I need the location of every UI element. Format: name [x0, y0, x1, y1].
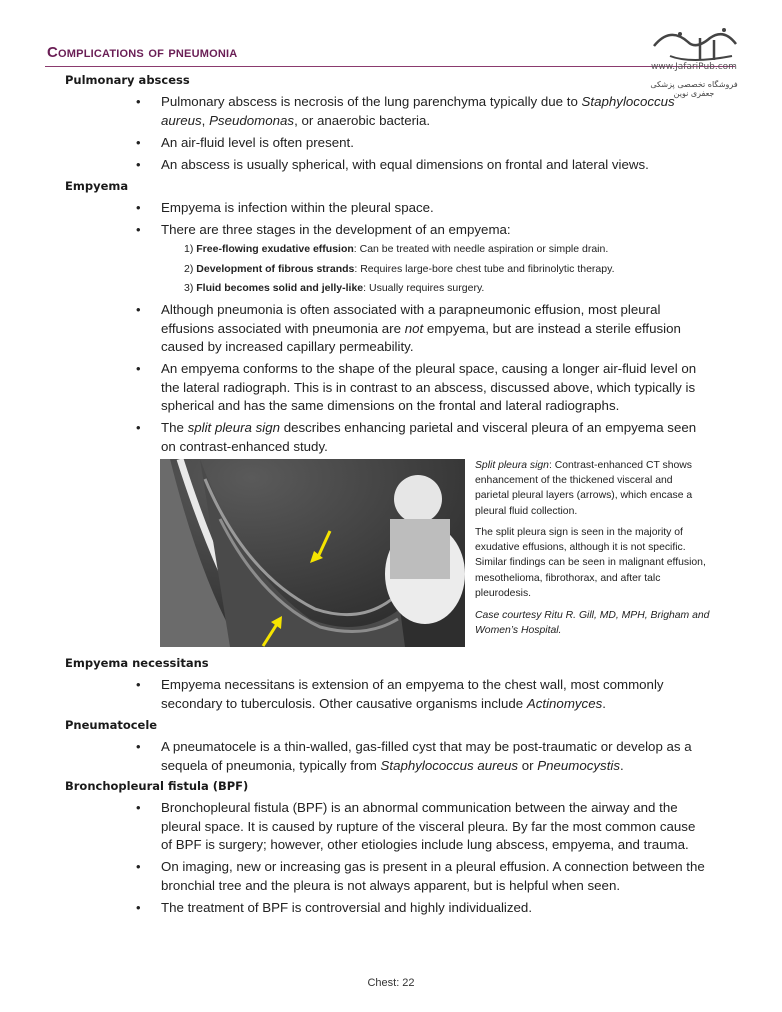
title-divider [45, 66, 735, 67]
bullet-text: There are three stages in the development of an empyema: [161, 222, 511, 237]
numbered-item: 3) Fluid becomes solid and jelly-like: Usually requires surgery. [184, 282, 485, 294]
bullet-text: The treatment of BPF is controversial and highly individualized. [161, 900, 533, 915]
bullet-text: The split pleura sign describes enhancing parietal and visceral pleura of an empyema seen on contrast-enhanced study. [161, 420, 697, 454]
numbered-item: 1) Free-flowing exudative effusion: Can be treated with needle aspiration or simple drain. [184, 243, 609, 255]
bullet-icon: • [136, 420, 141, 435]
ct-scan-drawing [160, 459, 465, 647]
bullet-text: Bronchopleural fistula (BPF) is an abnormal communication between the airway and the pleural space. It is caused by rupture of the visceral pleura. By far the most common cause of BPF is surgery; however, other etiologies include lung abscess, empyema, and trauma. [161, 800, 696, 852]
heading-bronchopleural-fistula: Bronchopleural fistula (BPF) [65, 779, 249, 793]
figure-caption: Split pleura sign: Contrast-enhanced CT shows enhancement of the thickened visceral and parietal pleural layers (arrows), which encase a pleural fluid collection. [475, 460, 693, 517]
bullet-icon: • [136, 200, 141, 215]
bullet-icon: • [136, 302, 141, 317]
bullet-icon: • [136, 222, 141, 237]
ct-scan-image [160, 459, 465, 647]
bullet-text: Empyema is infection within the pleural space. [161, 200, 434, 215]
bullet-icon: • [136, 859, 141, 874]
logo-url: www.JafariPub.com [651, 62, 737, 72]
bullet-text: Pulmonary abscess is necrosis of the lung parenchyma typically due to Staphylococcus aureus, Pseudomonas, or anaerobic bacteria. [161, 94, 675, 128]
bullet-icon: • [136, 900, 141, 915]
bullet-text: An empyema conforms to the shape of the pleural space, causing a longer air-fluid level on the lateral radiograph. This is in contrast to an abscess, discussed above, which typically is spherical and has the same dimensions on the frontal and lateral radiographs. [161, 361, 697, 413]
logo-subtitle: فروشگاه تخصصی پزشکی جعفری نوین [650, 80, 738, 98]
bullet-icon: • [136, 157, 141, 172]
bullet-icon: • [136, 677, 141, 692]
section-title: Complications of pneumonia [47, 44, 238, 61]
bullet-icon: • [136, 94, 141, 109]
heading-empyema: Empyema [65, 179, 129, 193]
bullet-text: Empyema necessitans is extension of an empyema to the chest wall, most commonly secondary to tuberculosis. Other causative organisms include Actinomyces. [161, 677, 664, 711]
figure-credit: Case courtesy Ritu R. Gill, MD, MPH, Brigham and Women’s Hospital. [475, 610, 710, 637]
bullet-text: An abscess is usually spherical, with equal dimensions on frontal and lateral views. [161, 157, 649, 172]
heading-pulmonary-abscess: Pulmonary abscess [65, 73, 190, 87]
bullet-icon: • [136, 135, 141, 150]
bullet-text: An air-fluid level is often present. [161, 135, 354, 150]
bullet-text: Although pneumonia is often associated with a parapneumonic effusion, most pleural effusions associated with pneumonia are not empyema, but are instead a sterile effusion caused by increased capillary permeability. [161, 302, 681, 354]
page-number: Chest: 22 [367, 977, 415, 989]
heading-pneumatocele: Pneumatocele [65, 718, 158, 732]
bullet-text: On imaging, new or increasing gas is present in a pleural effusion. A connection between the bronchial tree and the pleura is not always apparent, but is helpful when seen. [161, 859, 705, 893]
bullet-icon: • [136, 361, 141, 376]
bullet-icon: • [136, 739, 141, 754]
figure-caption-note: The split pleura sign is seen in the majority of exudative effusions, although it is not specific. Similar findings can be seen in malignant effusion, mesothelioma, fibrothorax, and after talc pleurodesis. [475, 527, 706, 599]
bullet-icon: • [136, 800, 141, 815]
numbered-item: 2) Development of fibrous strands: Requires large-bore chest tube and fibrinolytic therapy. [184, 263, 615, 275]
heading-empyema-necessitans: Empyema necessitans [65, 656, 209, 670]
bullet-text: A pneumatocele is a thin-walled, gas-filled cyst that may be post-traumatic or develop as a sequela of pneumonia, typically from Staphylococcus aureus or Pneumocystis. [161, 739, 692, 773]
